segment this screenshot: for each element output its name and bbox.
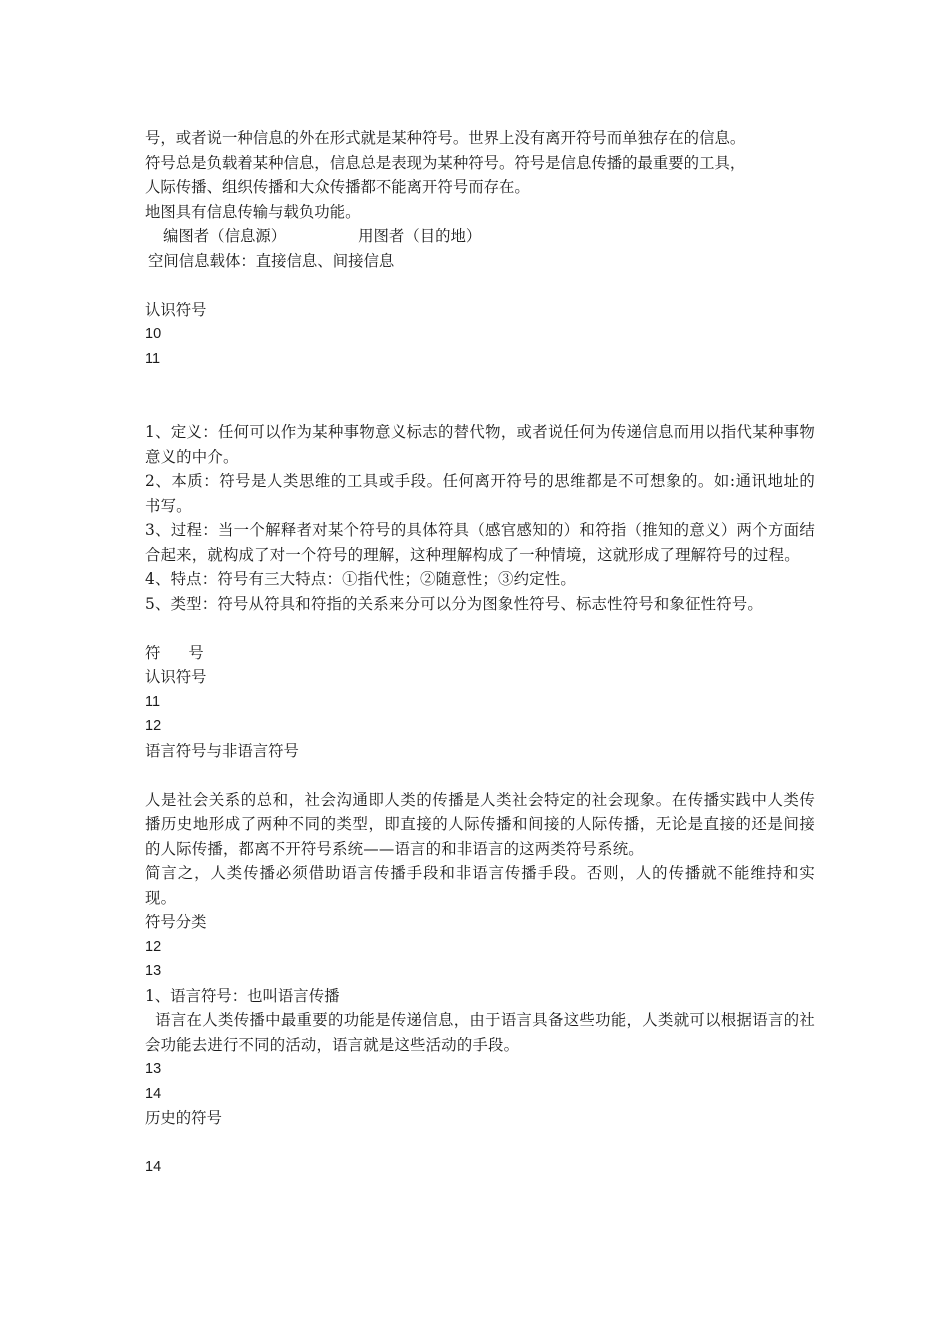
section2-number-2: 12 (145, 718, 162, 734)
carrier-line: 空间信息载体：直接信息、间接信息 (148, 251, 395, 270)
section2-paragraph-2: 简言之，人类传播必须借助语言传播手段和非语言传播手段。否则，人的传播就不能维持和实现。 (145, 864, 815, 907)
section1-number-1: 10 (145, 326, 162, 342)
section2-paragraph-1: 人是社会关系的总和，社会沟通即人类的传播是人类社会特定的社会现象。在传播实践中人类传播历史地形成了两种不同的类型，即直接的人际传播和间接的人际传播，无论是直接的还是间接的人际传播，都离不开符号系统——语言的和非语言的这两类符号系统。 (145, 790, 815, 858)
history-symbol-title: 历史的符号 (145, 1109, 222, 1127)
process-item: 3、过程：当一个解释者对某个符号的具体符具（感官感知的）和符指（推知的意义）两个方面结合起来，就构成了对一个符号的理解，这种理解构成了一种情境，这就形成了理解符号的过程。 (145, 521, 815, 564)
section3-number-3: 13 (145, 1061, 162, 1077)
mapmaker-label: 编图者（信息源） (163, 227, 287, 245)
section3-number-5: 14 (145, 1159, 162, 1175)
document-page (145, 126, 815, 1180)
section3-number-4: 14 (145, 1085, 162, 1102)
section3-number-2: 13 (145, 963, 162, 979)
types-item: 5、类型：符号从符具和符指的关系来分可以分为图象性符号、标志性符号和象征性符号。 (145, 594, 764, 613)
map-function-line: 地图具有信息传输与载负功能。 (145, 202, 361, 221)
language-paragraph-text: 语言在人类传播中最重要的功能是传递信息，由于语言具备这些功能，人类就可以根据语言的社会功能去进行不同的活动，语言就是这些活动的手段。 (145, 1011, 815, 1054)
section3-number-1: 12 (145, 938, 162, 955)
fu-char: 符 (145, 643, 161, 662)
section3-title: 符号分类 (145, 913, 207, 931)
section2-title: 认识符号 (145, 668, 207, 686)
intro-line-1: 号，或者说一种信息的外在形式就是某种符号。世界上没有离开符号而单独存在的信息。 (145, 129, 746, 147)
intro-line-3: 人际传播、组织传播和大众传播都不能离开符号而存在。 (145, 178, 530, 196)
section1-title: 认识符号 (145, 300, 207, 319)
hao-char: 号 (188, 643, 204, 662)
features-item: 4、特点：符号有三大特点：①指代性；②随意性；③约定性。 (145, 570, 576, 588)
section2-subtitle: 语言符号与非语言符号 (145, 741, 299, 760)
essence-item: 2、本质：符号是人类思维的工具或手段。任何离开符号的思维都是不可想象的。如:通讯地址的书写。 (145, 472, 815, 515)
mapuser-label: 用图者（目的地） (358, 227, 482, 245)
section1-number-2: 11 (145, 350, 161, 367)
language-paragraph (145, 1008, 815, 1057)
language-symbol-item: 1、语言符号：也叫语言传播 (145, 986, 340, 1005)
definition-item: 1、定义：任何可以作为某种事物意义标志的替代物，或者说任何为传递信息而用以指代某种事物意义的中介。 (145, 423, 815, 466)
fuhao-heading (145, 641, 815, 666)
section2-number-1: 11 (145, 693, 161, 710)
map-roles-line (145, 224, 815, 249)
intro-line-2: 符号总是负载着某种信息，信息总是表现为某种符号。符号是信息传播的最重要的工具， (145, 153, 746, 172)
